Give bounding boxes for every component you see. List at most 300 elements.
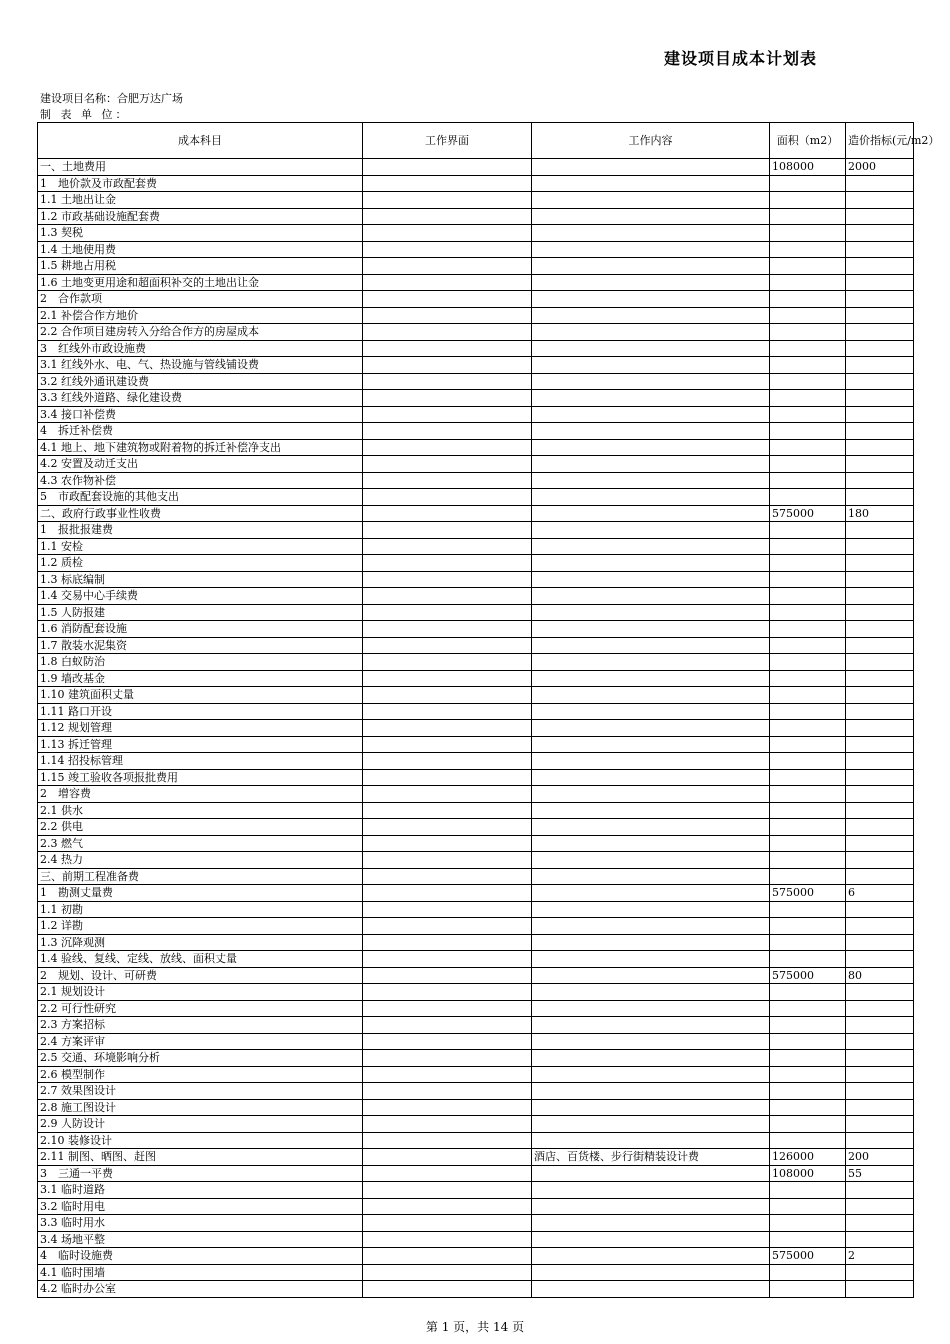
cell-work-content	[532, 538, 770, 555]
cell-cost-index	[846, 1132, 914, 1149]
table-row	[38, 703, 914, 720]
cell-work-content	[532, 489, 770, 506]
cell-area	[770, 423, 846, 440]
cell-cost-index	[846, 934, 914, 951]
cell-cost-index	[846, 258, 914, 275]
cell-cost-item: 4 拆迁补偿费	[38, 423, 363, 440]
cell-area	[770, 786, 846, 803]
cell-cost-index	[846, 769, 914, 786]
cell-cost-item: 1.4 验线、复线、定线、放线、面积丈量	[38, 951, 363, 968]
table-row	[38, 835, 914, 852]
cell-area	[770, 555, 846, 572]
cell-work-interface	[363, 291, 532, 308]
cell-cost-item: 2.9 人防设计	[38, 1116, 363, 1133]
cell-cost-index	[846, 423, 914, 440]
cell-area	[770, 736, 846, 753]
cell-cost-index	[846, 835, 914, 852]
cell-area	[770, 621, 846, 638]
cell-area	[770, 1083, 846, 1100]
cell-cost-index	[846, 324, 914, 341]
cell-work-content	[532, 670, 770, 687]
cell-work-content	[532, 1198, 770, 1215]
table-row	[38, 1182, 914, 1199]
cell-work-content	[532, 984, 770, 1001]
table-row	[38, 192, 914, 209]
cell-cost-index	[846, 852, 914, 869]
cell-cost-item: 2 增容费	[38, 786, 363, 803]
cell-area	[770, 819, 846, 836]
cell-work-interface	[363, 439, 532, 456]
cell-cost-index	[846, 654, 914, 671]
unit-label: 制 表 单 位：	[40, 108, 130, 121]
table-row	[38, 258, 914, 275]
page-footer: 第 1 页，共 14 页	[425, 1320, 525, 1334]
cell-area: 108000	[770, 159, 846, 176]
cell-cost-index	[846, 703, 914, 720]
cell-cost-index	[846, 1281, 914, 1298]
cell-area	[770, 1017, 846, 1034]
cell-area	[770, 951, 846, 968]
cell-work-interface	[363, 835, 532, 852]
cell-work-interface	[363, 1165, 532, 1182]
cell-work-content	[532, 373, 770, 390]
cell-cost-item: 1.1 土地出让金	[38, 192, 363, 209]
cell-cost-item: 2.3 方案招标	[38, 1017, 363, 1034]
cell-cost-index	[846, 373, 914, 390]
table-row	[38, 1033, 914, 1050]
cell-area	[770, 934, 846, 951]
cell-cost-item: 1.15 竣工验收各项报批费用	[38, 769, 363, 786]
cell-cost-item: 1.4 土地使用费	[38, 241, 363, 258]
cell-work-interface	[363, 802, 532, 819]
cell-cost-index	[846, 571, 914, 588]
table-row	[38, 489, 914, 506]
cell-cost-item: 3.3 临时用水	[38, 1215, 363, 1232]
cell-cost-index	[846, 357, 914, 374]
table-row	[38, 1231, 914, 1248]
cell-work-content	[532, 703, 770, 720]
table-row	[38, 670, 914, 687]
cell-cost-index: 2000	[846, 159, 914, 176]
cell-work-interface	[363, 1066, 532, 1083]
cell-cost-item: 1.5 人防报建	[38, 604, 363, 621]
cell-area	[770, 604, 846, 621]
table-row	[38, 241, 914, 258]
cell-area	[770, 522, 846, 539]
cell-work-interface	[363, 1132, 532, 1149]
cell-area	[770, 1281, 846, 1298]
cell-work-content	[532, 852, 770, 869]
cell-cost-index	[846, 390, 914, 407]
cell-area	[770, 439, 846, 456]
cell-cost-index	[846, 588, 914, 605]
cell-work-content	[532, 786, 770, 803]
cell-work-interface	[363, 241, 532, 258]
cell-cost-item: 1.12 规划管理	[38, 720, 363, 737]
cell-cost-item: 4 临时设施费	[38, 1248, 363, 1265]
cell-work-content	[532, 225, 770, 242]
cell-work-interface	[363, 934, 532, 951]
cell-cost-item: 2.1 补偿合作方地价	[38, 307, 363, 324]
table-row	[38, 555, 914, 572]
cell-cost-item: 1.2 详勘	[38, 918, 363, 935]
cell-area: 575000	[770, 505, 846, 522]
table-row	[38, 571, 914, 588]
cell-cost-item: 2.2 可行性研究	[38, 1000, 363, 1017]
cell-cost-index	[846, 1033, 914, 1050]
table-row	[38, 1050, 914, 1067]
cell-work-content	[532, 1017, 770, 1034]
table-row	[38, 868, 914, 885]
cell-area	[770, 670, 846, 687]
cell-cost-index: 180	[846, 505, 914, 522]
table-row	[38, 1116, 914, 1133]
cell-area	[770, 241, 846, 258]
cell-work-content	[532, 1264, 770, 1281]
table-row	[38, 406, 914, 423]
table-row	[38, 456, 914, 473]
cell-work-interface	[363, 621, 532, 638]
cell-cost-index	[846, 720, 914, 737]
cell-work-content	[532, 1066, 770, 1083]
cell-cost-item: 1.4 交易中心手续费	[38, 588, 363, 605]
cell-work-interface	[363, 307, 532, 324]
table-body	[38, 159, 914, 1298]
cell-cost-item: 1.7 散装水泥集资	[38, 637, 363, 654]
table-row	[38, 1099, 914, 1116]
table-row	[38, 175, 914, 192]
cell-work-content	[532, 934, 770, 951]
cell-work-content	[532, 1000, 770, 1017]
cell-cost-item: 3.1 红线外水、电、气、热设施与管线铺设费	[38, 357, 363, 374]
table-row	[38, 637, 914, 654]
cell-cost-item: 2.6 模型制作	[38, 1066, 363, 1083]
cell-area	[770, 472, 846, 489]
table-row	[38, 769, 914, 786]
cell-work-interface	[363, 901, 532, 918]
cell-area	[770, 1066, 846, 1083]
cell-work-content	[532, 901, 770, 918]
cell-area: 575000	[770, 967, 846, 984]
cell-area	[770, 769, 846, 786]
cell-area: 108000	[770, 1165, 846, 1182]
cell-area	[770, 588, 846, 605]
table-header-row	[38, 123, 914, 159]
table-row	[38, 1248, 914, 1265]
cell-work-content	[532, 472, 770, 489]
header-cost-index: 造价指标(元/m2）	[846, 123, 914, 159]
cell-work-interface	[363, 1033, 532, 1050]
cell-work-content	[532, 769, 770, 786]
cell-cost-item: 3.1 临时道路	[38, 1182, 363, 1199]
cell-area	[770, 1182, 846, 1199]
cell-work-content	[532, 439, 770, 456]
project-name-label: 建设项目名称：合肥万达广场	[40, 92, 183, 105]
cell-work-interface	[363, 736, 532, 753]
cell-cost-index	[846, 1182, 914, 1199]
table-row	[38, 291, 914, 308]
cell-cost-index	[846, 307, 914, 324]
cell-work-interface	[363, 192, 532, 209]
cell-area	[770, 654, 846, 671]
cell-work-interface	[363, 604, 532, 621]
cell-work-content	[532, 835, 770, 852]
cell-work-content	[532, 918, 770, 935]
cell-cost-index	[846, 687, 914, 704]
cell-work-interface	[363, 225, 532, 242]
cell-work-content	[532, 588, 770, 605]
cell-cost-item: 2.1 规划设计	[38, 984, 363, 1001]
cell-cost-item: 1.14 招投标管理	[38, 753, 363, 770]
cell-work-interface	[363, 703, 532, 720]
document-title: 建设项目成本计划表	[664, 49, 818, 68]
cell-work-content	[532, 175, 770, 192]
cell-work-content	[532, 456, 770, 473]
cell-work-interface	[363, 1198, 532, 1215]
cell-work-content	[532, 324, 770, 341]
cell-cost-item: 2.2 供电	[38, 819, 363, 836]
cell-work-content	[532, 1116, 770, 1133]
cell-cost-item: 1.3 标底编制	[38, 571, 363, 588]
table-row	[38, 225, 914, 242]
cell-work-content	[532, 621, 770, 638]
cell-work-interface	[363, 571, 532, 588]
cell-area	[770, 406, 846, 423]
cell-cost-index	[846, 1066, 914, 1083]
cell-work-interface	[363, 1215, 532, 1232]
cell-cost-item: 1.9 墙改基金	[38, 670, 363, 687]
cell-cost-item: 2.10 装修设计	[38, 1132, 363, 1149]
cell-work-interface	[363, 852, 532, 869]
table-row	[38, 852, 914, 869]
header-area: 面积（m2）	[770, 123, 846, 159]
cell-area	[770, 720, 846, 737]
cell-cost-item: 3 三通一平费	[38, 1165, 363, 1182]
cell-work-interface	[363, 340, 532, 357]
cell-cost-item: 3.2 临时用电	[38, 1198, 363, 1215]
cell-cost-index	[846, 1264, 914, 1281]
cell-work-content	[532, 340, 770, 357]
cell-cost-item: 4.1 临时围墙	[38, 1264, 363, 1281]
table-row	[38, 604, 914, 621]
cell-cost-item: 3.4 接口补偿费	[38, 406, 363, 423]
cell-work-interface	[363, 654, 532, 671]
cell-cost-index	[846, 1000, 914, 1017]
cell-work-interface	[363, 555, 532, 572]
cell-work-interface	[363, 967, 532, 984]
cell-cost-index	[846, 241, 914, 258]
table-row	[38, 1132, 914, 1149]
cell-cost-item: 2.3 燃气	[38, 835, 363, 852]
cell-cost-index	[846, 1231, 914, 1248]
cell-area	[770, 1033, 846, 1050]
table-row	[38, 934, 914, 951]
cell-work-content	[532, 720, 770, 737]
cell-work-content	[532, 885, 770, 902]
table-row	[38, 819, 914, 836]
cell-area	[770, 340, 846, 357]
cell-work-interface	[363, 769, 532, 786]
cell-area	[770, 637, 846, 654]
cell-cost-item: 1.1 初勘	[38, 901, 363, 918]
cell-cost-index	[846, 604, 914, 621]
cell-area	[770, 175, 846, 192]
cell-area	[770, 373, 846, 390]
cell-work-interface	[363, 1182, 532, 1199]
cell-work-content	[532, 1132, 770, 1149]
cell-work-content	[532, 967, 770, 984]
cell-work-content	[532, 1182, 770, 1199]
cell-work-content	[532, 423, 770, 440]
table-row	[38, 621, 914, 638]
cell-work-interface	[363, 1264, 532, 1281]
cell-cost-index	[846, 555, 914, 572]
cell-work-content	[532, 637, 770, 654]
cell-cost-item: 2.2 合作项目建房转入分给合作方的房屋成本	[38, 324, 363, 341]
cell-work-content	[532, 357, 770, 374]
cell-cost-item: 三、前期工程准备费	[38, 868, 363, 885]
cell-work-interface	[363, 753, 532, 770]
cell-work-interface	[363, 208, 532, 225]
table-row	[38, 307, 914, 324]
cell-cost-item: 3.4 场地平整	[38, 1231, 363, 1248]
cell-cost-index	[846, 439, 914, 456]
cell-work-interface	[363, 1116, 532, 1133]
cell-work-interface	[363, 505, 532, 522]
cell-area	[770, 258, 846, 275]
cell-work-interface	[363, 1099, 532, 1116]
cell-work-interface	[363, 1231, 532, 1248]
cell-cost-item: 1.2 市政基础设施配套费	[38, 208, 363, 225]
cell-work-content	[532, 307, 770, 324]
cell-cost-index	[846, 208, 914, 225]
cell-cost-index	[846, 951, 914, 968]
cell-cost-index	[846, 819, 914, 836]
cell-work-interface	[363, 984, 532, 1001]
cell-cost-item: 2.5 交通、环境影响分析	[38, 1050, 363, 1067]
cell-work-interface	[363, 159, 532, 176]
cell-cost-item: 4.2 安置及动迁支出	[38, 456, 363, 473]
cell-work-content: 酒店、百货楼、步行街精装设计费	[532, 1149, 770, 1166]
cell-area: 575000	[770, 885, 846, 902]
cell-cost-index	[846, 175, 914, 192]
header-work-interface: 工作界面	[363, 123, 532, 159]
cell-cost-index	[846, 340, 914, 357]
cell-work-content	[532, 1281, 770, 1298]
cell-cost-index	[846, 1198, 914, 1215]
cell-cost-item: 1.8 白蚁防治	[38, 654, 363, 671]
cell-cost-index	[846, 1017, 914, 1034]
cell-work-interface	[363, 1017, 532, 1034]
table-row	[38, 1083, 914, 1100]
cell-work-interface	[363, 423, 532, 440]
table-row	[38, 1000, 914, 1017]
cell-work-content	[532, 802, 770, 819]
cell-work-interface	[363, 1248, 532, 1265]
cell-area	[770, 835, 846, 852]
cell-work-content	[532, 522, 770, 539]
table-row	[38, 951, 914, 968]
table-row	[38, 654, 914, 671]
cell-area	[770, 753, 846, 770]
cell-cost-item: 1.2 质检	[38, 555, 363, 572]
cell-work-content	[532, 390, 770, 407]
cell-work-content	[532, 555, 770, 572]
cell-cost-item: 1.3 沉降观测	[38, 934, 363, 951]
cell-cost-item: 2 合作款项	[38, 291, 363, 308]
table-row	[38, 1198, 914, 1215]
cell-work-interface	[363, 373, 532, 390]
cell-work-interface	[363, 868, 532, 885]
cell-area	[770, 703, 846, 720]
table-row	[38, 1149, 914, 1166]
cell-cost-index	[846, 1116, 914, 1133]
table-row	[38, 1264, 914, 1281]
cell-work-interface	[363, 489, 532, 506]
cell-cost-item: 一、土地费用	[38, 159, 363, 176]
cell-cost-index	[846, 522, 914, 539]
cell-cost-index: 55	[846, 1165, 914, 1182]
cell-cost-item: 2.11 制图、晒图、赶图	[38, 1149, 363, 1166]
cell-area	[770, 489, 846, 506]
cell-cost-item: 1.6 土地变更用途和超面积补交的土地出让金	[38, 274, 363, 291]
cell-area	[770, 1099, 846, 1116]
cell-work-content	[532, 159, 770, 176]
table-row	[38, 720, 914, 737]
table-row	[38, 588, 914, 605]
cell-cost-item: 2.4 热力	[38, 852, 363, 869]
cell-area	[770, 456, 846, 473]
cell-cost-index	[846, 538, 914, 555]
cell-cost-index	[846, 291, 914, 308]
cost-plan-table	[37, 122, 940, 1298]
cell-area	[770, 307, 846, 324]
cell-cost-item: 二、政府行政事业性收费	[38, 505, 363, 522]
table-row	[38, 1281, 914, 1298]
cell-cost-index	[846, 621, 914, 638]
cell-cost-item: 5 市政配套设施的其他支出	[38, 489, 363, 506]
cell-area	[770, 571, 846, 588]
cell-work-content	[532, 1083, 770, 1100]
cell-work-content	[532, 505, 770, 522]
cell-area: 126000	[770, 1149, 846, 1166]
cell-cost-index	[846, 802, 914, 819]
cell-cost-item: 1.11 路口开设	[38, 703, 363, 720]
cell-cost-item: 1 地价款及市政配套费	[38, 175, 363, 192]
cell-cost-index	[846, 901, 914, 918]
cell-area	[770, 1000, 846, 1017]
cell-area	[770, 1050, 846, 1067]
table-row	[38, 472, 914, 489]
cell-cost-index: 80	[846, 967, 914, 984]
cell-work-content	[532, 192, 770, 209]
cell-work-interface	[363, 324, 532, 341]
cell-cost-item: 1 报批报建费	[38, 522, 363, 539]
table-row	[38, 208, 914, 225]
cell-cost-item: 1.1 安检	[38, 538, 363, 555]
cell-cost-item: 1.3 契税	[38, 225, 363, 242]
table-row	[38, 967, 914, 984]
cell-cost-index	[846, 225, 914, 242]
cell-work-interface	[363, 885, 532, 902]
cell-cost-item: 2.4 方案评审	[38, 1033, 363, 1050]
cell-cost-item: 1.5 耕地占用税	[38, 258, 363, 275]
cell-work-content	[532, 951, 770, 968]
cell-cost-index	[846, 1099, 914, 1116]
header-work-content: 工作内容	[532, 123, 770, 159]
cell-work-interface	[363, 274, 532, 291]
cell-work-content	[532, 1050, 770, 1067]
